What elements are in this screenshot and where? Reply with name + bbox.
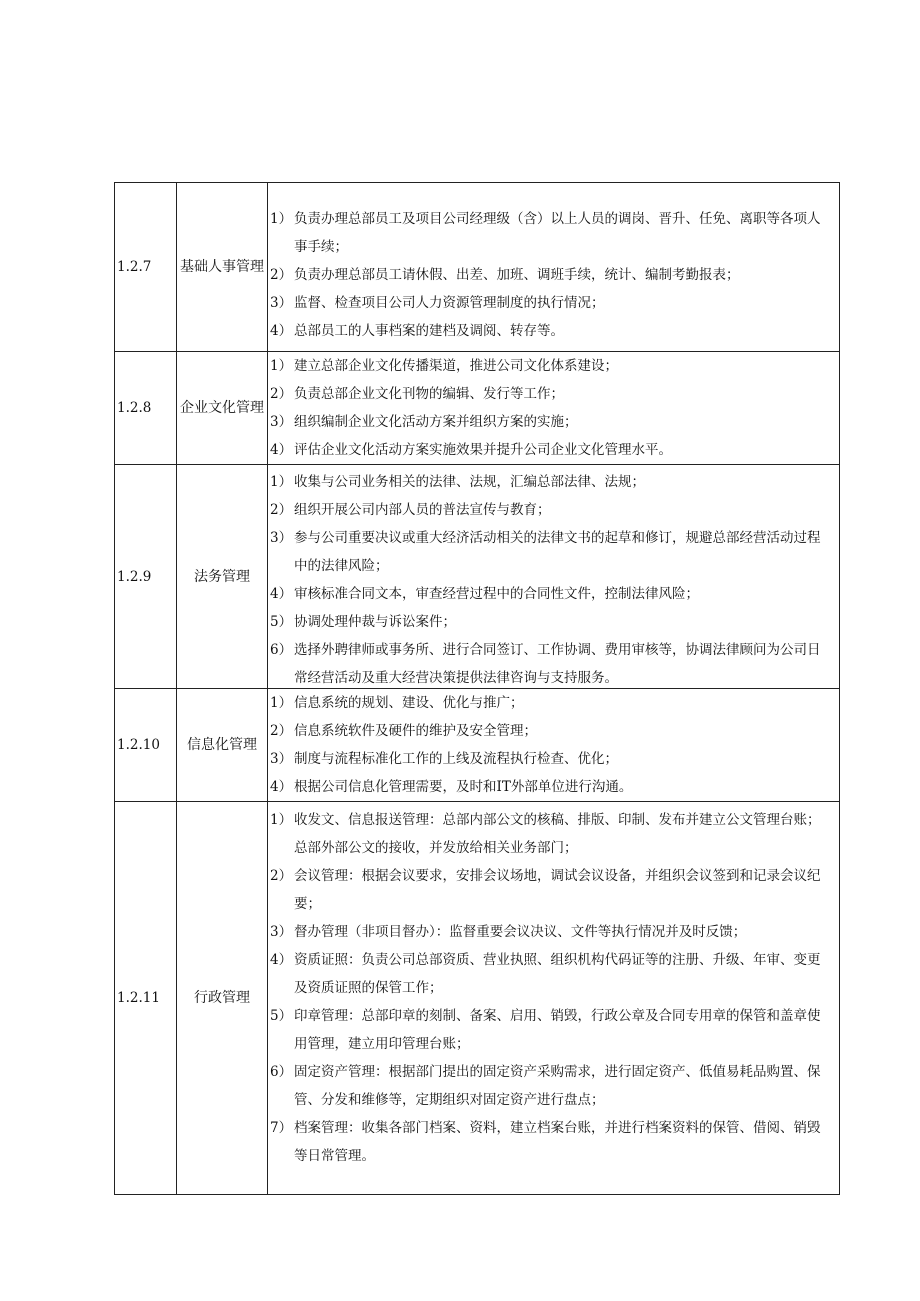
duty-item-number: 4） [270, 952, 293, 968]
duty-item-text: 选择外聘律师或事务所、进行合同签订、工作协调、费用审核等，协调法律顾问为公司日常经营活动及重大经营决策提供法律咨询与支持服务。 [294, 641, 821, 686]
duty-table [114, 182, 840, 1195]
duty-row [115, 183, 840, 352]
duty-item [270, 1002, 833, 1058]
duty-item [270, 636, 833, 688]
duty-item [270, 408, 833, 436]
item-number: 1.2.10 [115, 689, 177, 802]
duty-row [115, 802, 840, 1195]
category-name: 信息化管理 [177, 689, 268, 802]
duty-item [270, 468, 833, 496]
duty-item-number: 3） [270, 751, 293, 767]
duty-item-number: 6） [270, 1064, 293, 1080]
duty-item-text: 档案管理：收集各部门档案、资料，建立档案台账，并进行档案资料的保管、借阅、销毁等日常管理。 [294, 1120, 821, 1164]
duty-item-text: 建立总部企业文化传播渠道，推进公司文化体系建设； [294, 358, 618, 374]
duty-item-number: 4） [270, 442, 293, 458]
duty-list [270, 466, 833, 688]
category-name: 法务管理 [177, 465, 268, 689]
duty-item-text: 固定资产管理：根据部门提出的固定资产采购需求，进行固定资产、低值易耗品购置、保管、分发和维修等，定期组织对固定资产进行盘点； [294, 1064, 821, 1108]
duty-item-text: 参与公司重要决议或重大经济活动相关的法律文书的起草和修订，规避总部经营活动过程中的法律风险； [294, 529, 821, 574]
duty-item-text: 制度与流程标准化工作的上线及流程执行检查、优化； [294, 751, 618, 767]
duty-description [268, 465, 840, 689]
duty-item [270, 745, 833, 773]
duty-item-text: 审核标准合同文本，审查经营过程中的合同性文件，控制法律风险； [294, 585, 699, 602]
item-number: 1.2.9 [115, 465, 177, 689]
duty-item [270, 689, 833, 717]
duty-row [115, 465, 840, 689]
duty-item-number: 7） [270, 1120, 293, 1136]
item-number: 1.2.11 [115, 802, 177, 1195]
duty-item-text: 监督、检查项目公司人力资源管理制度的执行情况； [294, 295, 605, 311]
duty-item [270, 580, 833, 608]
duty-item-number: 5） [270, 1008, 293, 1024]
duty-item [270, 496, 833, 524]
duty-item [270, 1114, 833, 1170]
duty-row [115, 352, 840, 465]
duty-list [270, 689, 833, 801]
duty-item-number: 2） [270, 868, 293, 884]
duty-item [270, 317, 833, 345]
duty-item-number: 3） [270, 414, 293, 430]
duty-item-text: 协调处理仲裁与诉讼案件； [294, 613, 456, 630]
duty-item [270, 436, 833, 464]
duty-item-number: 3） [270, 924, 293, 940]
duty-item-text: 根据公司信息化管理需要，及时和IT外部单位进行沟通。 [294, 779, 633, 795]
duty-description [268, 802, 840, 1195]
duty-item [270, 352, 833, 380]
duty-item-number: 1） [270, 812, 293, 828]
duty-item-number: 5） [270, 613, 293, 630]
duty-item-text: 收发文、信息报送管理：总部内部公文的核稿、排版、印制、发布并建立公文管理台账；总部外部公文的接收，并发放给相关业务部门； [294, 812, 821, 856]
duty-list [270, 352, 833, 464]
duty-item-number: 2） [270, 723, 293, 739]
duty-item-number: 3） [270, 295, 293, 311]
duty-item [270, 289, 833, 317]
duty-item [270, 918, 833, 946]
duty-item-text: 负责总部企业文化刊物的编辑、发行等工作； [294, 386, 564, 402]
duty-item-text: 收集与公司业务相关的法律、法规，汇编总部法律、法规； [294, 473, 645, 490]
duty-item-text: 组织开展公司内部人员的普法宣传与教育； [294, 501, 551, 518]
duty-item [270, 524, 833, 580]
duty-item [270, 608, 833, 636]
duty-item-text: 负责办理总部员工请休假、出差、加班、调班手续，统计、编制考勤报表； [294, 267, 740, 283]
duty-item-number: 1） [270, 695, 293, 711]
duty-item-number: 2） [270, 267, 293, 283]
duty-item [270, 1058, 833, 1114]
duty-description [268, 352, 840, 465]
duty-item-number: 2） [270, 501, 293, 518]
duty-item-number: 4） [270, 323, 293, 339]
duty-item [270, 380, 833, 408]
category-name: 行政管理 [177, 802, 268, 1195]
duty-item [270, 261, 833, 289]
duty-list [270, 802, 833, 1194]
duty-item [270, 205, 833, 261]
category-name: 基础人事管理 [177, 183, 268, 352]
duty-description [268, 689, 840, 802]
duty-item-text: 印章管理：总部印章的刻制、备案、启用、销毁，行政公章及合同专用章的保管和盖章使用管理，建立用印管理台账； [294, 1008, 821, 1052]
duty-item [270, 806, 833, 862]
item-number: 1.2.8 [115, 352, 177, 465]
duty-item-number: 3） [270, 529, 293, 546]
duty-item-number: 1） [270, 358, 293, 374]
duty-description [268, 183, 840, 352]
duty-item-number: 4） [270, 779, 293, 795]
duty-item-text: 负责办理总部员工及项目公司经理级（含）以上人员的调岗、晋升、任免、离职等各项人事手续； [294, 211, 821, 255]
duty-list [270, 183, 833, 351]
duty-item-text: 信息系统的规划、建设、优化与推广； [294, 695, 524, 711]
duty-item [270, 946, 833, 1002]
category-name: 企业文化管理 [177, 352, 268, 465]
duty-item-text: 会议管理：根据会议要求，安排会议场地，调试会议设备，并组织会议签到和记录会议纪要； [294, 868, 821, 912]
item-number: 1.2.7 [115, 183, 177, 352]
duty-item-number: 2） [270, 386, 293, 402]
duty-item-number: 6） [270, 641, 293, 658]
duty-item [270, 773, 833, 801]
duty-item [270, 717, 833, 745]
duty-item-text: 信息系统软件及硬件的维护及安全管理； [294, 723, 537, 739]
duty-item-number: 4） [270, 585, 293, 602]
duty-item-number: 1） [270, 211, 293, 227]
duty-row [115, 689, 840, 802]
duty-item-text: 总部员工的人事档案的建档及调阅、转存等。 [294, 323, 564, 339]
duty-item-number: 1） [270, 473, 293, 490]
duty-item-text: 组织编制企业文化活动方案并组织方案的实施； [294, 414, 578, 430]
duty-item [270, 862, 833, 918]
duty-item-text: 资质证照：负责公司总部资质、营业执照、组织机构代码证等的注册、升级、年审、变更及资质证照的保管工作； [294, 952, 821, 996]
duty-item-text: 督办管理（非项目督办）：监督重要会议决议、文件等执行情况并及时反馈； [294, 924, 747, 940]
duty-item-text: 评估企业文化活动方案实施效果并提升公司企业文化管理水平。 [294, 442, 672, 458]
